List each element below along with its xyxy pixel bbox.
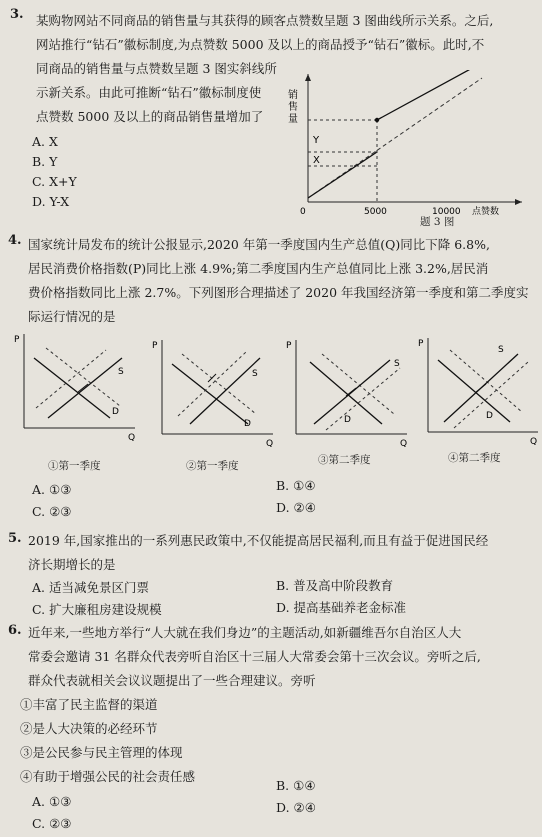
supply-curve-shifted [326,368,400,430]
q3-line-5: 点赞数 5000 及以上的商品销售量增加了 [36,109,264,124]
fig3-x-arrow [515,199,522,205]
option-text: 扩大廉租房建设规模 [49,602,162,617]
q4-line-1: 国家统计局发布的统计公报显示,2020 年第一季度国内生产总值(Q)同比下降 6.8%, [28,237,490,252]
supply-curve-shifted [178,352,246,416]
q3-line-4: 示新关系。由此可推断“钻石”徽标制度使 [36,85,262,100]
option-text: 普及高中阶段教育 [293,578,394,593]
fig3-x-value-label: X [313,155,320,166]
shift-arrow [346,388,356,396]
fig3-origin: 0 [300,207,306,217]
q6-option-c[interactable] [32,816,72,832]
shift-arrow [476,384,486,392]
d-label: D [244,419,251,429]
graph-4 [414,334,542,446]
q3-line-2: 网站推行“钻石”徽标制度,为点赞数 5000 及以上的商品授予“钻石”徽标。此时,不 [36,37,485,52]
option-text: ②④ [293,500,316,515]
q6-item-4: ④有助于增强公民的社会责任感 [20,769,196,784]
option-text: 适当减免景区门票 [49,580,150,595]
q6-item-2: ②是人大决策的必经环节 [20,721,158,736]
q4-option-a[interactable] [32,482,71,498]
q6-item-3: ③是公民参与民主管理的体现 [20,745,183,760]
q-label: Q [400,439,408,448]
q3-line-1: 某购物网站不同商品的销售量与其获得的顾客点赞数呈题 3 图曲线所示关系。之后, [36,13,494,28]
s-label: S [252,369,258,379]
q6-line-2: 常委会邀请 31 名群众代表旁听自治区十三届人大常委会第十三次会议。旁听之后, [28,649,481,664]
p-label: P [152,341,158,351]
option-label: A. [32,482,46,497]
option-label: A. [32,580,46,595]
shift-arrow [78,384,88,392]
q-label: Q [266,439,274,448]
p-label: P [418,339,424,349]
demand-curve-shifted [322,354,394,414]
q5-option-a[interactable] [32,580,149,596]
option-label: B. [32,154,46,169]
q5-line-1: 2019 年,国家推出的一系列惠民政策中,不仅能提高居民福利,而且有益于促进国民经 [28,533,489,548]
graph-2 [148,336,278,448]
fig3-x-axis-label: 点赞数 [472,207,500,217]
q6-option-b[interactable] [276,778,316,794]
fig3-point [375,118,379,122]
q4-number: 4. [8,233,22,248]
q3-number: 3. [10,7,24,22]
q5-option-b[interactable] [276,578,393,594]
q-label: Q [128,433,136,442]
graph-3-caption: ③第二季度 [318,454,371,466]
d-label: D [112,407,119,417]
supply-curve [48,358,122,418]
option-label: C. [32,174,46,189]
graph-3 [282,336,412,448]
option-text: ①③ [49,794,72,809]
q6-number: 6. [8,623,22,638]
graph-2-caption: ②第一季度 [186,460,239,472]
graph-4-caption: ④第二季度 [448,452,501,464]
q4-line-2: 居民消费价格指数(P)同比上涨 4.9%;第二季度国内生产总值同比上涨 3.2%,居民消 [28,261,489,276]
option-label: C. [32,504,46,519]
option-text: ②③ [49,816,72,831]
option-text: Y [49,154,58,169]
fig3-y-arrow [305,74,311,81]
graph-1-caption: ①第一季度 [48,460,101,472]
q3-line-3: 同商品的销售量与点赞数呈题 3 图实斜线所 [36,61,277,76]
option-label: B. [276,478,290,493]
option-label: D. [276,800,290,815]
s-label: S [394,359,400,369]
q4-line-3: 费价格指数同比上涨 2.7%。下列图形合理描述了 2020 年我国经济第一季度和第二季度实 [28,285,529,300]
q4-option-d[interactable] [276,500,316,516]
fig3-caption: 题 3 图 [420,216,455,228]
demand-curve [34,358,110,418]
figure-3 [282,70,532,230]
d-label: D [486,411,493,421]
option-text: X+Y [49,174,77,189]
q6-option-d[interactable] [276,800,316,816]
option-text: ②③ [49,504,72,519]
option-label: C. [32,816,46,831]
fig3-y-label-2: 售 [288,102,298,113]
q5-option-c[interactable] [32,602,162,618]
option-label: A. [32,134,46,149]
option-text: X [49,134,58,149]
q5-option-d[interactable] [276,600,406,616]
d-label: D [344,415,351,425]
q6-line-3: 群众代表就相关会议议题提出了一些合理建议。旁听 [28,673,316,688]
option-label: B. [276,578,290,593]
fig3-y-label-3: 量 [288,114,298,125]
q5-number: 5. [8,531,22,546]
q3-option-b[interactable] [32,154,57,170]
q3-option-a[interactable] [32,134,58,150]
demand-curve [172,364,248,424]
option-label: D. [32,194,46,209]
q3-option-d[interactable] [32,194,69,210]
q4-line-4: 际运行情况的是 [28,309,116,324]
supply-curve [190,358,260,424]
fig3-tick-10000: 10000 [432,207,461,217]
p-label: P [286,341,292,351]
q3-option-c[interactable] [32,174,77,190]
fig3-y-value-label: Y [313,135,320,146]
q6-option-a[interactable] [32,794,71,810]
option-label: B. [276,778,290,793]
s-label: S [118,367,124,377]
fig3-y-label-1: 销 [288,90,298,101]
option-text: ②④ [293,800,316,815]
option-text: ①③ [49,482,72,497]
demand-curve-shifted [182,354,256,414]
option-label: C. [32,602,46,617]
option-text: 提高基础养老金标准 [293,600,407,615]
q5-line-2: 济长期增长的是 [28,557,116,572]
option-text: ①④ [293,778,316,793]
option-label: A. [32,794,46,809]
option-text: Y-X [49,194,70,209]
q4-option-b[interactable] [276,478,316,494]
option-label: D. [276,500,290,515]
q6-item-1: ①丰富了民主监督的渠道 [20,697,158,712]
q-label: Q [530,437,538,446]
option-label: D. [276,600,290,615]
demand-curve-shifted [450,350,522,412]
graph-1 [10,330,140,442]
fig3-tick-5000: 5000 [364,207,387,217]
q6-line-1: 近年来,一些地方举行“人大就在我们身边”的主题活动,如新疆维吾尔自治区人大 [28,625,462,640]
p-label: P [14,335,20,345]
supply-curve [314,360,390,424]
s-label: S [498,345,504,355]
demand-curve [438,360,510,422]
option-text: ①④ [293,478,316,493]
q4-option-c[interactable] [32,504,72,520]
